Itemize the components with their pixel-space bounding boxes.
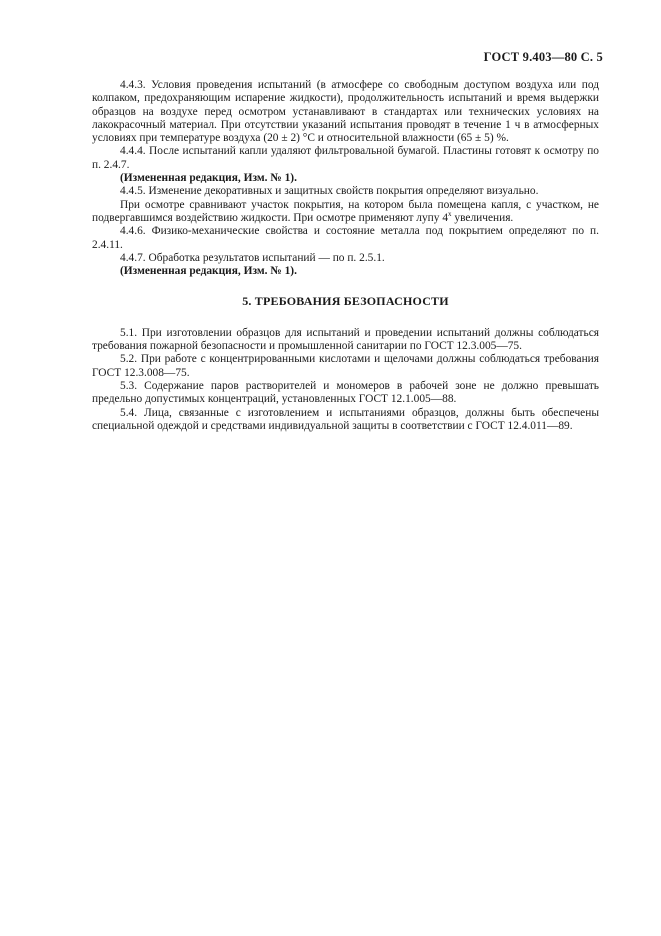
paragraph-4-4-5-inspection: [92, 199, 599, 226]
document-body: [92, 79, 599, 433]
amendment-note: (Измененная редакция, Изм. № 1).: [120, 265, 297, 278]
paragraph-5-3: 5.3. Содержание паров растворителей и мономеров в рабочей зоне не должно превышать предельно допустимых концентраций, установленных ГОСТ 12.1.005—88.: [92, 379, 599, 406]
magnification-superscript: х: [448, 209, 452, 218]
amendment-note: (Измененная редакция, Изм. № 1).: [120, 172, 297, 185]
paragraph-5-4: 5.4. Лица, связанные с изготовлением и испытаниями образцов, должны быть обеспечены специальной одеждой и средствами индивидуальной защиты в соответствии с ГОСТ 12.4.011—89.: [92, 406, 599, 432]
inspection-text: При осмотре сравнивают участок покрытия, на котором была помещена капля, с участком, не подвергавшимся воздействию жидкости. При осмотре применяют лупу 4: [92, 198, 599, 224]
paragraph-5-2: 5.2. При работе с концентрированными кислотами и щелочами должны соблюдаться требования ГОСТ 12.3.008—75.: [92, 353, 599, 379]
paragraph-5-1: 5.1. При изготовлении образцов для испытаний и проведении испытаний должны соблюдаться требования пожарной безопасности и промышленной санитарии по ГОСТ 12.3.005—75.: [92, 326, 599, 353]
section-title: 5. ТРЕБОВАНИЯ БЕЗОПАСНОСТИ: [242, 294, 449, 309]
paragraph-4-4-3: 4.4.3. Условия проведения испытаний (в атмосфере со свободным доступом воздуха или под колпаком, предохраняющим испарение жидкости), продолжительность испытаний и время выдержки образцов на воздухе перед осмотром устанавливают в стандартах или технических условиях на лакокрасочный материал. При отсутствии указаний испытания проводят в течение 1 ч в атмосферных условиях при температуре воздуха (20 ± 2) °С и относительной влажности (65 ± 5) %.: [92, 79, 599, 145]
paragraph-4-4-6: 4.4.6. Физико-механические свойства и состояние металла под покрытием определяют по п. 2.4.11.: [92, 225, 599, 251]
inspection-text-end: увеличения.: [451, 211, 514, 224]
paragraph-4-4-7: 4.4.7. Обработка результатов испытаний — по п. 2.5.1.: [120, 251, 385, 264]
paragraph-4-4-4: 4.4.4. После испытаний капли удаляют фильтровальной бумагой. Пластины готовят к осмотру по п. 2.4.7.: [92, 145, 599, 171]
running-header: ГОСТ 9.403—80 С. 5: [483, 50, 603, 64]
paragraph-4-4-5: 4.4.5. Изменение декоративных и защитных свойств покрытия определяют визуально.: [120, 185, 539, 198]
